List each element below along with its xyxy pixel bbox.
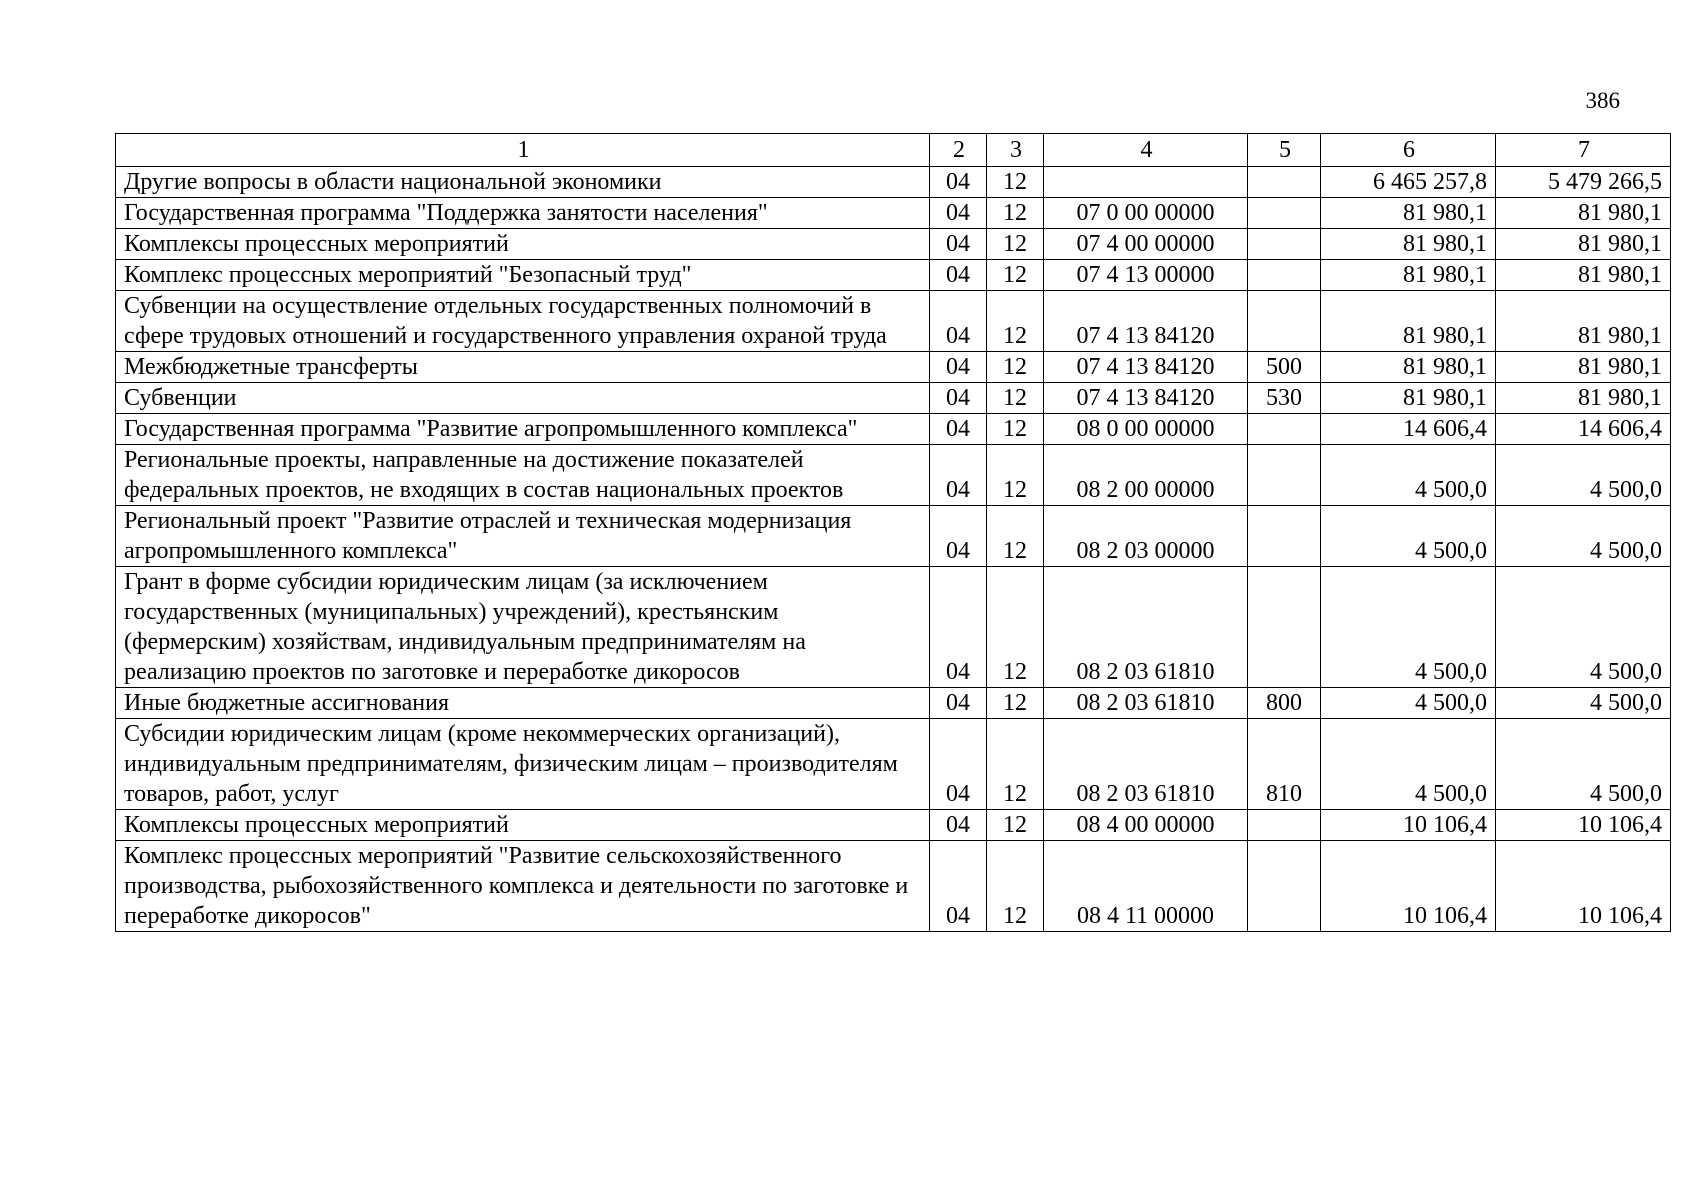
target-article-cell: 07 4 13 84120 — [1044, 352, 1248, 383]
row-name-cell: Комплексы процессных мероприятий — [116, 810, 930, 841]
amount-col6-cell: 4 500,0 — [1321, 688, 1496, 719]
amount-col6-cell: 81 980,1 — [1321, 291, 1496, 352]
table-row — [116, 229, 1671, 260]
table-row — [116, 198, 1671, 229]
row-name-cell: Государственная программа "Поддержка занятости населения" — [116, 198, 930, 229]
target-article-cell: 07 4 13 84120 — [1044, 291, 1248, 352]
column-header-4: 4 — [1044, 134, 1248, 167]
expense-type-cell — [1248, 810, 1321, 841]
section-code-cell: 04 — [930, 445, 987, 506]
expense-type-cell — [1248, 506, 1321, 567]
table-header-row — [116, 134, 1671, 167]
table-row — [116, 567, 1671, 688]
row-name-cell: Региональные проекты, направленные на достижение показателей федеральных проектов, не входящих в состав национальных проектов — [116, 445, 930, 506]
expense-type-cell — [1248, 567, 1321, 688]
table-row — [116, 719, 1671, 810]
expense-type-cell — [1248, 167, 1321, 198]
amount-col7-cell: 4 500,0 — [1496, 445, 1671, 506]
subsection-code-cell: 12 — [987, 198, 1044, 229]
amount-col7-cell: 81 980,1 — [1496, 229, 1671, 260]
section-code-cell: 04 — [930, 506, 987, 567]
target-article-cell: 08 0 00 00000 — [1044, 414, 1248, 445]
target-article-cell: 07 4 13 00000 — [1044, 260, 1248, 291]
table-row — [116, 260, 1671, 291]
expense-type-cell — [1248, 198, 1321, 229]
row-name-cell: Субвенции — [116, 383, 930, 414]
target-article-cell: 07 4 13 84120 — [1044, 383, 1248, 414]
section-code-cell: 04 — [930, 291, 987, 352]
section-code-cell: 04 — [930, 688, 987, 719]
subsection-code-cell: 12 — [987, 688, 1044, 719]
amount-col6-cell: 10 106,4 — [1321, 810, 1496, 841]
amount-col7-cell: 5 479 266,5 — [1496, 167, 1671, 198]
amount-col7-cell: 14 606,4 — [1496, 414, 1671, 445]
section-code-cell: 04 — [930, 167, 987, 198]
amount-col7-cell: 4 500,0 — [1496, 506, 1671, 567]
section-code-cell: 04 — [930, 198, 987, 229]
table-body — [116, 167, 1671, 932]
expense-type-cell: 500 — [1248, 352, 1321, 383]
expense-type-cell — [1248, 445, 1321, 506]
amount-col7-cell: 10 106,4 — [1496, 810, 1671, 841]
row-name-cell: Комплекс процессных мероприятий "Безопасный труд" — [116, 260, 930, 291]
column-header-5: 5 — [1248, 134, 1321, 167]
subsection-code-cell: 12 — [987, 167, 1044, 198]
target-article-cell: 08 4 11 00000 — [1044, 841, 1248, 932]
row-name-cell: Комплекс процессных мероприятий "Развитие сельскохозяйственного производства, рыбохозяйственного комплекса и деятельности по заготовке и переработке дикоросов" — [116, 841, 930, 932]
subsection-code-cell: 12 — [987, 810, 1044, 841]
amount-col6-cell: 4 500,0 — [1321, 506, 1496, 567]
expense-type-cell — [1248, 841, 1321, 932]
amount-col6-cell: 14 606,4 — [1321, 414, 1496, 445]
column-header-1: 1 — [116, 134, 930, 167]
amount-col6-cell: 6 465 257,8 — [1321, 167, 1496, 198]
table-row — [116, 688, 1671, 719]
row-name-cell: Межбюджетные трансферты — [116, 352, 930, 383]
amount-col7-cell: 81 980,1 — [1496, 198, 1671, 229]
target-article-cell: 07 0 00 00000 — [1044, 198, 1248, 229]
row-name-cell: Грант в форме субсидии юридическим лицам (за исключением государственных (муниципальных) учреждений), крестьянским (фермерским) хозяйствам, индивидуальным предпринимателям на реализацию проектов по заготовке и переработке дикоросов — [116, 567, 930, 688]
subsection-code-cell: 12 — [987, 383, 1044, 414]
table-row — [116, 841, 1671, 932]
column-header-7: 7 — [1496, 134, 1671, 167]
expense-type-cell: 530 — [1248, 383, 1321, 414]
section-code-cell: 04 — [930, 414, 987, 445]
table-row — [116, 383, 1671, 414]
subsection-code-cell: 12 — [987, 414, 1044, 445]
table-row — [116, 291, 1671, 352]
table-row — [116, 445, 1671, 506]
row-name-cell: Комплексы процессных мероприятий — [116, 229, 930, 260]
row-name-cell: Другие вопросы в области национальной экономики — [116, 167, 930, 198]
row-name-cell: Государственная программа "Развитие агропромышленного комплекса" — [116, 414, 930, 445]
section-code-cell: 04 — [930, 719, 987, 810]
table-row — [116, 506, 1671, 567]
row-name-cell: Субсидии юридическим лицам (кроме некоммерческих организаций), индивидуальным предпринимателям, физическим лицам – производителям товаров, работ, услуг — [116, 719, 930, 810]
section-code-cell: 04 — [930, 260, 987, 291]
amount-col6-cell: 4 500,0 — [1321, 719, 1496, 810]
page-number: 386 — [1585, 88, 1620, 113]
expense-type-cell: 810 — [1248, 719, 1321, 810]
subsection-code-cell: 12 — [987, 229, 1044, 260]
target-article-cell: 08 2 03 61810 — [1044, 719, 1248, 810]
subsection-code-cell: 12 — [987, 841, 1044, 932]
amount-col7-cell: 4 500,0 — [1496, 688, 1671, 719]
target-article-cell: 08 2 03 61810 — [1044, 567, 1248, 688]
subsection-code-cell: 12 — [987, 291, 1044, 352]
amount-col7-cell: 81 980,1 — [1496, 291, 1671, 352]
subsection-code-cell: 12 — [987, 260, 1044, 291]
column-header-6: 6 — [1321, 134, 1496, 167]
target-article-cell: 08 4 00 00000 — [1044, 810, 1248, 841]
amount-col6-cell: 10 106,4 — [1321, 841, 1496, 932]
amount-col7-cell: 10 106,4 — [1496, 841, 1671, 932]
column-header-2: 2 — [930, 134, 987, 167]
expense-type-cell — [1248, 260, 1321, 291]
row-name-cell: Иные бюджетные ассигнования — [116, 688, 930, 719]
amount-col7-cell: 81 980,1 — [1496, 260, 1671, 291]
section-code-cell: 04 — [930, 229, 987, 260]
amount-col6-cell: 81 980,1 — [1321, 260, 1496, 291]
section-code-cell: 04 — [930, 352, 987, 383]
amount-col7-cell: 4 500,0 — [1496, 567, 1671, 688]
subsection-code-cell: 12 — [987, 352, 1044, 383]
subsection-code-cell: 12 — [987, 567, 1044, 688]
expense-type-cell — [1248, 229, 1321, 260]
subsection-code-cell: 12 — [987, 445, 1044, 506]
target-article-cell: 08 2 00 00000 — [1044, 445, 1248, 506]
amount-col6-cell: 81 980,1 — [1321, 198, 1496, 229]
expense-type-cell: 800 — [1248, 688, 1321, 719]
section-code-cell: 04 — [930, 841, 987, 932]
table-row — [116, 167, 1671, 198]
amount-col6-cell: 4 500,0 — [1321, 445, 1496, 506]
table-row — [116, 414, 1671, 445]
expense-type-cell — [1248, 291, 1321, 352]
amount-col6-cell: 4 500,0 — [1321, 567, 1496, 688]
amount-col6-cell: 81 980,1 — [1321, 229, 1496, 260]
amount-col7-cell: 81 980,1 — [1496, 352, 1671, 383]
amount-col7-cell: 81 980,1 — [1496, 383, 1671, 414]
amount-col6-cell: 81 980,1 — [1321, 383, 1496, 414]
section-code-cell: 04 — [930, 810, 987, 841]
row-name-cell: Субвенции на осуществление отдельных государственных полномочий в сфере трудовых отношений и государственного управления охраной труда — [116, 291, 930, 352]
expense-type-cell — [1248, 414, 1321, 445]
subsection-code-cell: 12 — [987, 719, 1044, 810]
section-code-cell: 04 — [930, 383, 987, 414]
row-name-cell: Региональный проект "Развитие отраслей и техническая модернизация агропромышленного комплекса" — [116, 506, 930, 567]
target-article-cell: 07 4 00 00000 — [1044, 229, 1248, 260]
target-article-cell: 08 2 03 00000 — [1044, 506, 1248, 567]
amount-col6-cell: 81 980,1 — [1321, 352, 1496, 383]
target-article-cell — [1044, 167, 1248, 198]
amount-col7-cell: 4 500,0 — [1496, 719, 1671, 810]
column-header-3: 3 — [987, 134, 1044, 167]
table-row — [116, 352, 1671, 383]
budget-table — [115, 133, 1671, 932]
table-row — [116, 810, 1671, 841]
target-article-cell: 08 2 03 61810 — [1044, 688, 1248, 719]
subsection-code-cell: 12 — [987, 506, 1044, 567]
section-code-cell: 04 — [930, 567, 987, 688]
